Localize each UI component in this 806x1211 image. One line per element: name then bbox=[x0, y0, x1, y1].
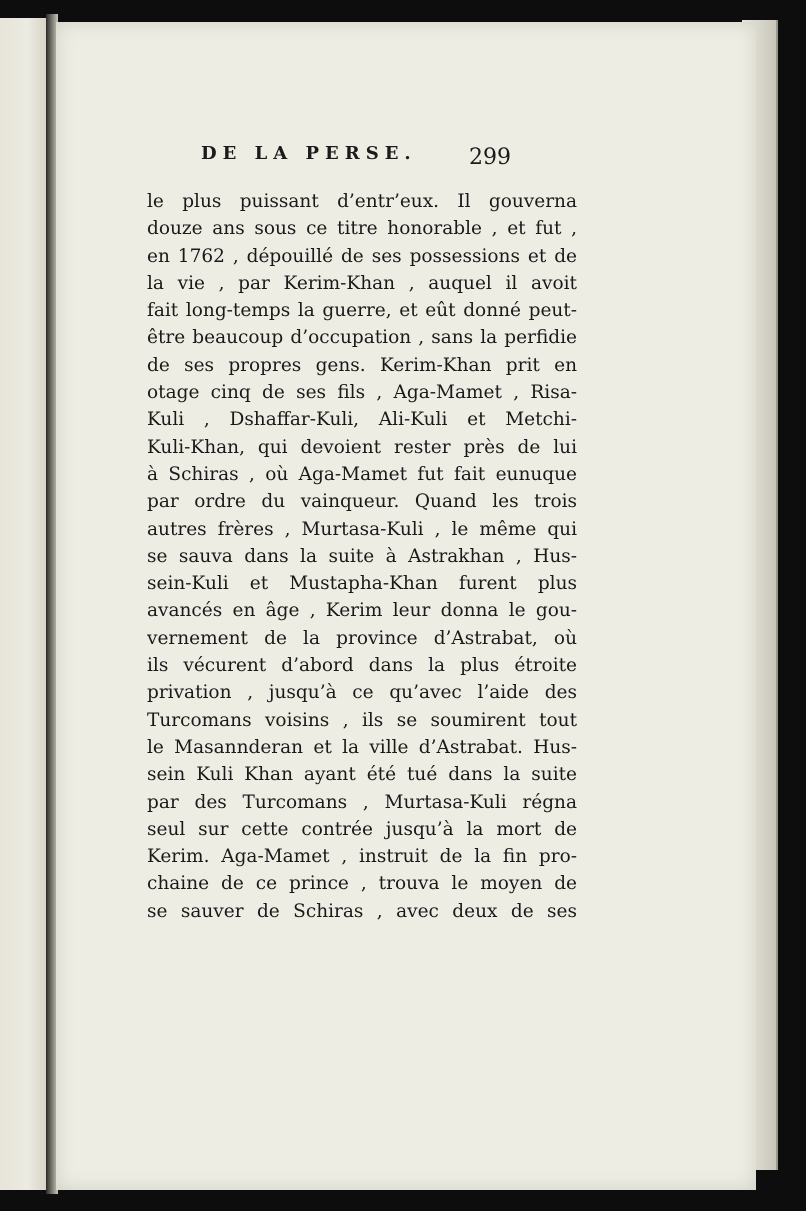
running-title: DE LA PERSE. bbox=[201, 143, 417, 164]
text-line: de ses propres gens. Kerim-Khan prit en bbox=[147, 354, 577, 376]
text-line: être beaucoup d’occupation , sans la perfidie bbox=[147, 327, 577, 349]
text-line: Kuli , Dshaffar-Kuli, Ali-Kuli et Metchi- bbox=[147, 409, 577, 431]
text-line: vernement de la province d’Astrabat, où bbox=[147, 627, 577, 649]
text-line: fait long-temps la guerre, et eût donné peut- bbox=[147, 300, 577, 322]
page-header bbox=[199, 137, 599, 177]
text-line: ils vécurent d’abord dans la plus étroite bbox=[147, 655, 577, 677]
text-line: sein Kuli Khan ayant été tué dans la suite bbox=[147, 764, 577, 786]
text-line: le Masannderan et la ville d’Astrabat. Hus- bbox=[147, 736, 577, 758]
text-line: à Schiras , où Aga-Mamet fut fait eunuque bbox=[147, 463, 577, 485]
text-line: par des Turcomans , Murtasa-Kuli régna bbox=[147, 791, 577, 813]
text-line: seul sur cette contrée jusqu’à la mort de bbox=[147, 818, 577, 840]
text-line: privation , jusqu’à ce qu’avec l’aide des bbox=[147, 682, 577, 704]
text-line: autres frères , Murtasa-Kuli , le même qui bbox=[147, 518, 577, 540]
text-line: se sauver de Schiras , avec deux de ses bbox=[147, 900, 577, 922]
text-line: otage cinq de ses fils , Aga-Mamet , Risa- bbox=[147, 382, 577, 404]
text-line: la vie , par Kerim-Khan , auquel il avoit bbox=[147, 272, 577, 294]
text-line: en 1762 , dépouillé de ses possessions et de bbox=[147, 245, 577, 267]
text-line: Kuli-Khan, qui devoient rester près de lui bbox=[147, 436, 577, 458]
text-line: Kerim. Aga-Mamet , instruit de la fin pro- bbox=[147, 846, 577, 868]
text-line: avancés en âge , Kerim leur donna le gou- bbox=[147, 600, 577, 622]
text-line: sein-Kuli et Mustapha-Khan furent plus bbox=[147, 573, 577, 595]
page-number: 299 bbox=[469, 145, 511, 170]
body-text bbox=[147, 188, 577, 925]
left-page-edge bbox=[0, 18, 48, 1190]
text-line: chaine de ce prince , trouva le moyen de bbox=[147, 873, 577, 895]
text-line: par ordre du vainqueur. Quand les trois bbox=[147, 491, 577, 513]
text-line: Turcomans voisins , ils se soumirent tout bbox=[147, 709, 577, 731]
text-line: le plus puissant d’entr’eux. Il gouverna bbox=[147, 191, 577, 212]
text-line: douze ans sous ce titre honorable , et fut , bbox=[147, 218, 577, 240]
text-line: se sauva dans la suite à Astrakhan , Hus- bbox=[147, 545, 577, 567]
